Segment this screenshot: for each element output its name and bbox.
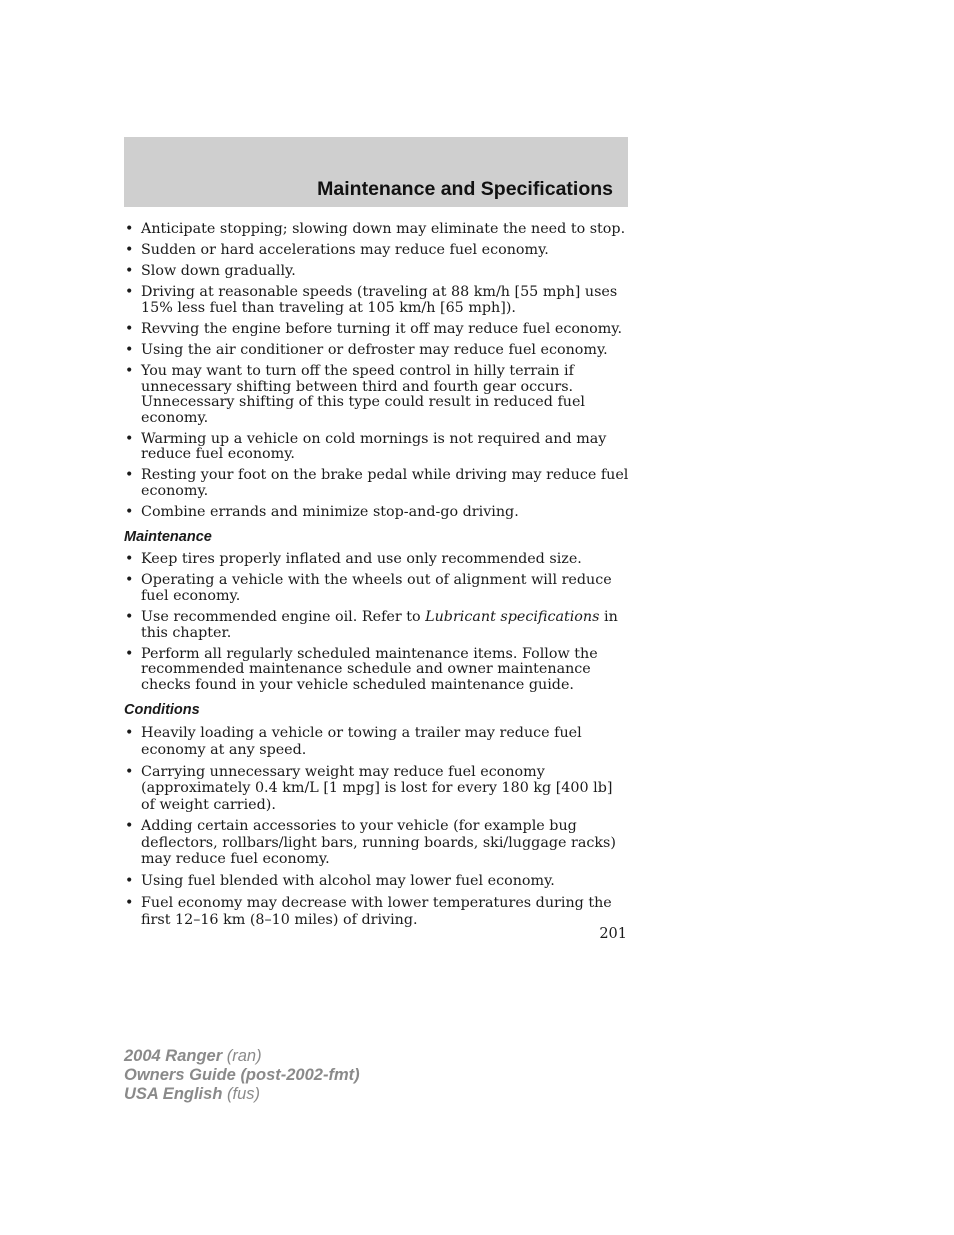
list-item: • Operating a vehicle with the wheels out of alignment will reduce fuel economy.: [125, 572, 612, 604]
list-item: • Using fuel blended with alcohol may lower fuel economy.: [125, 873, 555, 890]
bullet: •: [125, 430, 134, 447]
list-item: • Using the air conditioner or defroster may reduce fuel economy.: [125, 341, 608, 358]
bullet: •: [125, 609, 134, 626]
bullet: •: [125, 263, 134, 280]
maintenance-list: [124, 552, 630, 693]
list-item: • Keep tires properly inflated and use only recommended size.: [125, 551, 582, 568]
bullet: •: [125, 284, 134, 301]
document-footer: [124, 1047, 360, 1104]
bullet: •: [125, 467, 134, 484]
bullet: •: [125, 363, 134, 380]
bullet: •: [125, 320, 134, 337]
list-item: • Perform all regularly scheduled maintenance items. Follow the recommended maintenance schedule and owner maintenance checks found in your vehicle scheduled maintenance guide.: [125, 645, 598, 693]
bullet: •: [125, 645, 134, 662]
list-item: • Resting your foot on the brake pedal while driving may reduce fuel economy.: [125, 467, 629, 499]
bullet: •: [125, 763, 134, 780]
footer-line-model: 2004 Ranger (ran): [124, 1047, 262, 1065]
list-item: • Combine errands and minimize stop-and-go driving.: [125, 503, 519, 520]
bullet: •: [125, 341, 134, 358]
fuel-tips-list: [124, 222, 630, 520]
bullet: •: [125, 895, 134, 912]
list-item: • Revving the engine before turning it off may reduce fuel economy.: [125, 320, 623, 337]
footer-line-language: USA English (fus): [124, 1085, 260, 1103]
list-item: • Slow down gradually.: [125, 263, 296, 280]
footer-line-guide: Owners Guide (post-2002-fmt): [124, 1066, 360, 1084]
section-title: Maintenance and Specifications: [317, 178, 613, 200]
list-item: • Anticipate stopping; slowing down may eliminate the need to stop.: [125, 221, 626, 237]
bullet: •: [125, 551, 134, 568]
list-item: • You may want to turn off the speed control in hilly terrain if unnecessary shifting between third and fourth gear occurs. Unnecessary shifting of this type could result in reduced fuel economy.: [125, 363, 585, 426]
bullet: •: [125, 572, 134, 589]
list-item: • Driving at reasonable speeds (traveling at 88 km/h [55 mph] uses 15% less fuel than traveling at 105 km/h [65 mph]).: [125, 284, 618, 316]
list-item: • Sudden or hard accelerations may reduce fuel economy.: [125, 242, 549, 259]
list-item: • Carrying unnecessary weight may reduce fuel economy (approximately 0.4 km/L [1 mpg] is lost for every 180 kg [400 lb] of weight carried).: [125, 763, 613, 813]
section-header-band: [124, 137, 628, 207]
bullet: •: [125, 818, 134, 835]
list-item: • Use recommended engine oil. Refer to Lubricant specifications in this chapter.: [125, 609, 618, 641]
list-item: • Warming up a vehicle on cold mornings is not required and may reduce fuel economy.: [125, 430, 607, 463]
bullet: •: [125, 873, 134, 890]
list-item: • Adding certain accessories to your vehicle (for example bug deflectors, rollbars/light bars, running boards, ski/luggage racks) may reduce fuel economy.: [125, 818, 616, 868]
page-content: [124, 222, 630, 934]
conditions-heading: Conditions: [124, 702, 200, 719]
maintenance-heading: Maintenance: [124, 529, 212, 546]
list-item: • Heavily loading a vehicle or towing a trailer may reduce fuel economy at any speed.: [125, 725, 582, 758]
bullet: •: [125, 725, 134, 742]
list-item: • Fuel economy may decrease with lower temperatures during the first 12–16 km (8–10 miles) of driving.: [125, 895, 612, 928]
bullet: •: [125, 221, 134, 237]
bullet: •: [125, 503, 134, 520]
bullet: •: [125, 242, 134, 259]
conditions-list: [124, 725, 630, 928]
cross-reference: Lubricant specifications: [425, 609, 600, 626]
page-number: 201: [599, 926, 627, 942]
